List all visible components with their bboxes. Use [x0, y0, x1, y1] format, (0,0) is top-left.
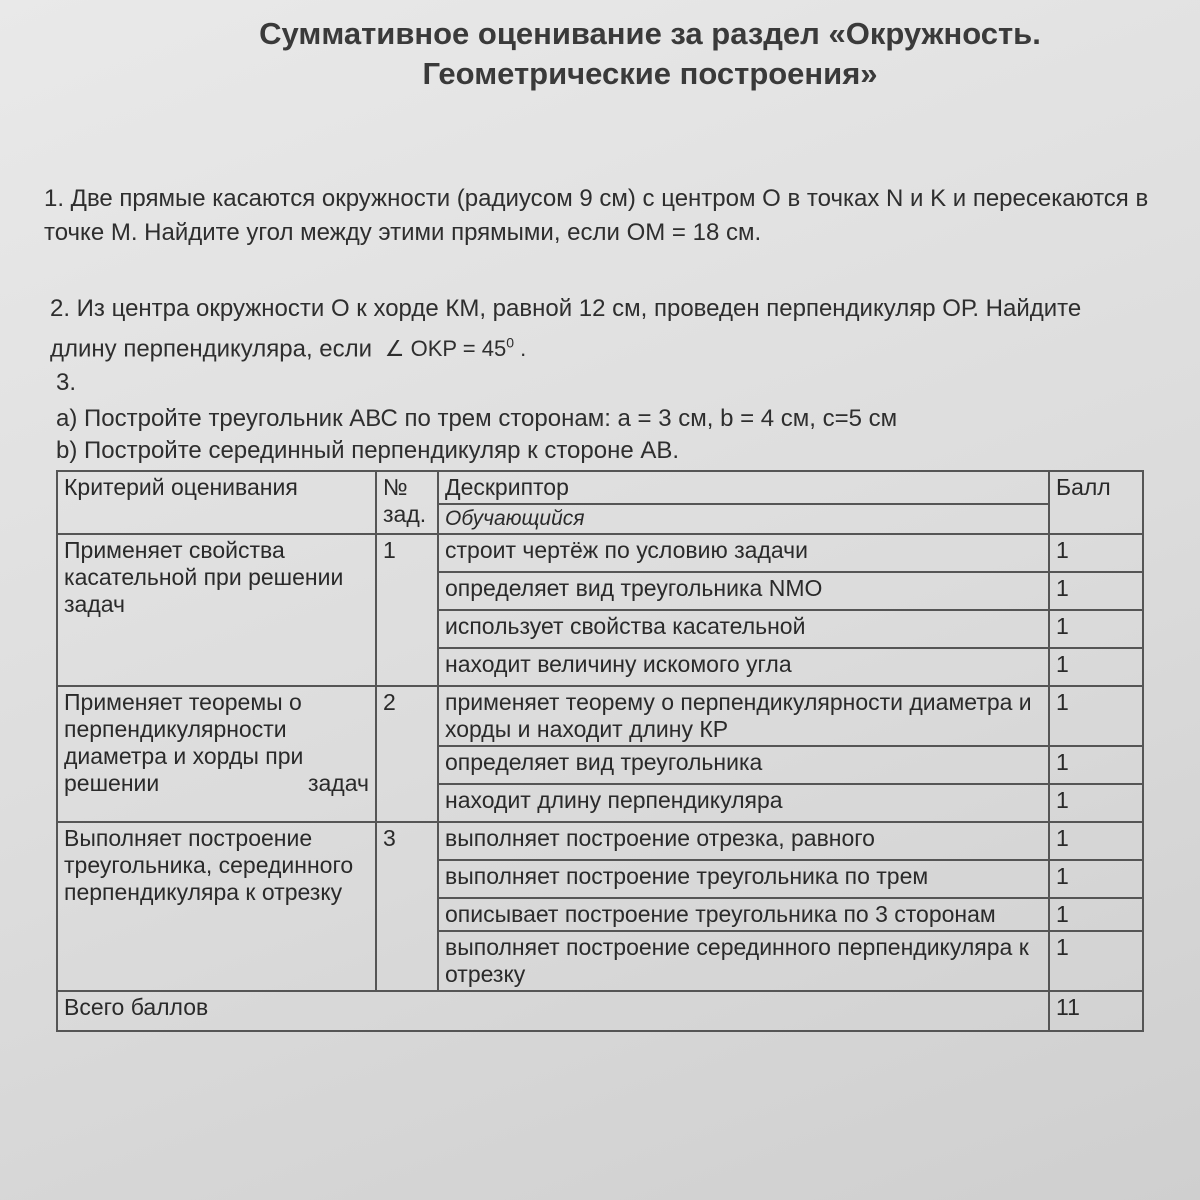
score-cell: 1	[1049, 648, 1143, 686]
task-3b-text: b) Постройте серединный перпендикуляр к стороне АВ.	[56, 437, 680, 464]
total-label: Всего баллов	[57, 991, 1049, 1031]
header-score: Балл	[1049, 471, 1143, 534]
criterion-cell: Выполняет построение треугольника, серединного перпендикуляра к отрезку	[57, 822, 376, 991]
header-criterion: Критерий оценивания	[57, 471, 376, 534]
task-number-cell: 1	[376, 534, 438, 686]
descriptor-cell: выполняет построение серединного перпендикуляра к отрезку	[438, 931, 1049, 991]
table-header-row	[57, 471, 1143, 504]
score-cell: 1	[1049, 822, 1143, 860]
task-3a-text: a) Постройте треугольник АВС по трем сторонам: a = 3 см, b = 4 см, c=5 см	[56, 405, 898, 432]
degree-mark: 0	[506, 335, 514, 351]
descriptor-cell: выполняет построение отрезка, равного	[438, 822, 1049, 860]
header-task-number: № зад.	[376, 471, 438, 534]
score-cell: 1	[1049, 610, 1143, 648]
score-cell: 1	[1049, 860, 1143, 898]
table-row	[57, 534, 1143, 572]
descriptor-cell: описывает построение треугольника по 3 сторонам	[438, 898, 1049, 931]
task-number-cell: 2	[376, 686, 438, 822]
score-cell: 1	[1049, 686, 1143, 746]
score-cell: 1	[1049, 931, 1143, 991]
page-title	[150, 14, 1150, 94]
score-cell: 1	[1049, 898, 1143, 931]
descriptor-cell: выполняет построение треугольника по трем	[438, 860, 1049, 898]
descriptor-cell: определяет вид треугольника NMO	[438, 572, 1049, 610]
score-cell: 1	[1049, 746, 1143, 784]
descriptor-cell: находит величину искомого угла	[438, 648, 1049, 686]
task-2-text	[50, 292, 1150, 366]
score-cell: 1	[1049, 572, 1143, 610]
task-2-body: 2. Из центра окружности О к хорде КМ, равной 12 см, проведен перпендикуляр ОР. Найдите длину перпендикуляра, если	[50, 295, 1082, 363]
score-cell: 1	[1049, 534, 1143, 572]
total-row	[57, 991, 1143, 1031]
task-1-text: 1. Две прямые касаются окружности (радиусом 9 см) с центром О в точках N и K и пересекаются в точке M. Найдите угол между этими прямыми, если ОМ = 18 см.	[44, 185, 1149, 246]
header-descriptor-sub: Обучающийся	[438, 504, 1049, 534]
descriptor-cell: определяет вид треугольника	[438, 746, 1049, 784]
criterion-cell: Применяет свойства касательной при решении задач	[57, 534, 376, 686]
task-3-number: 3.	[56, 369, 77, 396]
table-row	[57, 822, 1143, 860]
descriptor-cell: применяет теорему о перпендикулярности диаметра и хорды и находит длину КР	[438, 686, 1049, 746]
descriptor-cell: строит чертёж по условию задачи	[438, 534, 1049, 572]
assessment-criteria-table	[56, 470, 1144, 1032]
descriptor-cell: использует свойства касательной	[438, 610, 1049, 648]
title-line-1: Суммативное оценивание за раздел «Окружность.	[259, 16, 1041, 51]
header-descriptor: Дескриптор	[438, 471, 1049, 504]
score-cell: 1	[1049, 784, 1143, 822]
task-number-cell: 3	[376, 822, 438, 991]
total-score: 11	[1049, 991, 1143, 1031]
criterion-cell: Применяет теоремы о перпендикулярности диаметра и хорды при решении задач	[57, 686, 376, 822]
title-line-2: Геометрические построения»	[422, 56, 878, 91]
table-row	[57, 686, 1143, 746]
angle-expression: ∠ OKP = 45	[384, 336, 507, 362]
task-2-angle: ∠ OKP = $45^0$ .	[384, 335, 527, 362]
descriptor-cell: находит длину перпендикуляра	[438, 784, 1049, 822]
